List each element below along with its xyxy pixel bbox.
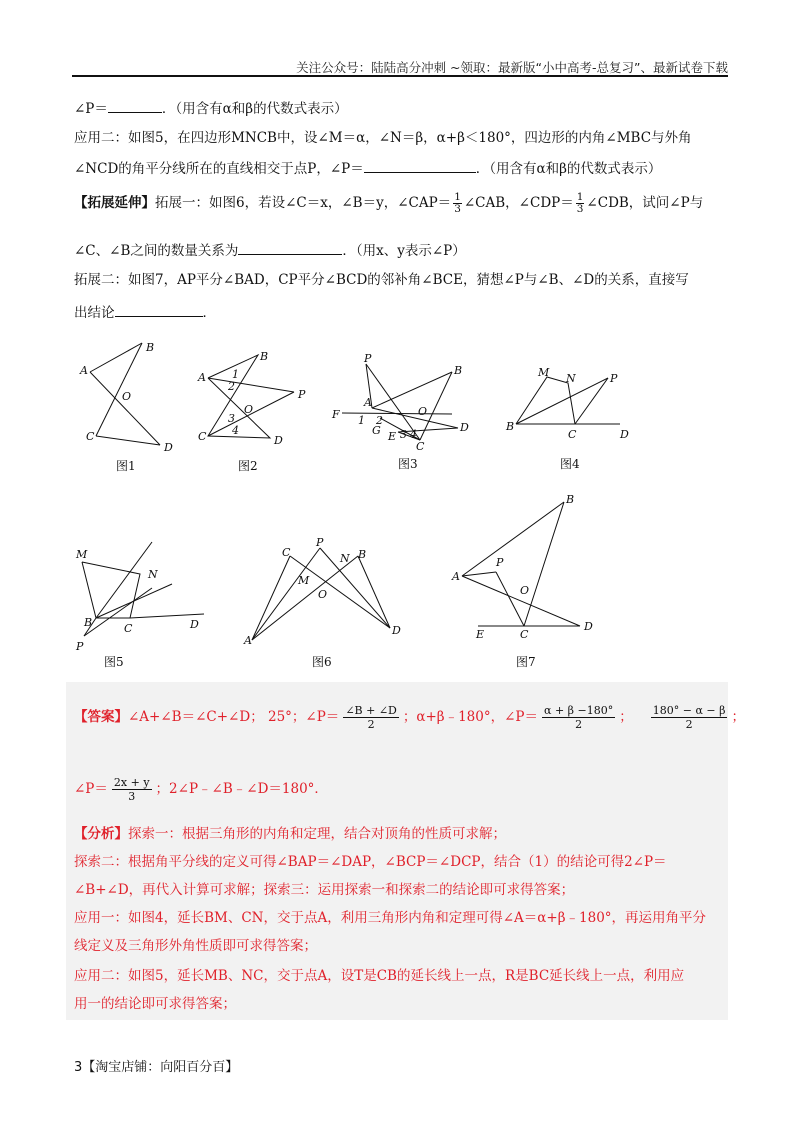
text-line-1: ∠P＝ ．（用含有α和β的代数式表示） — [74, 98, 348, 119]
text-line-5: ∠C、∠B之间的数量关系为 ．（用x、y表示∠P） — [74, 240, 466, 261]
analysis-line-1: 【分析】探索一：根据三角形的内角和定理，结合对顶角的性质可求解； — [74, 826, 506, 842]
point-label: C — [416, 440, 425, 453]
point-label: P — [298, 388, 306, 401]
point-label: D — [584, 620, 593, 633]
fraction: $\frac{\angle B + \angle D}{2}$ — [345, 704, 397, 731]
point-label: M — [76, 548, 88, 561]
analysis-line-4: 应用一：如图4，延长BM、CN，交于点A，利用三角形内角和定理可得∠A＝α+β﹣180°，再运用角平分 — [74, 910, 707, 926]
analysis-line-6: 应用二：如图5，延长MB、NC，交于点A，设T是CB的延长线上一点，R是BC延长线上一点，利用应 — [74, 968, 685, 984]
angle-label: 4 — [232, 424, 239, 437]
point-label: P — [76, 640, 84, 653]
point-label: C — [198, 430, 207, 443]
fraction: $\frac{1}{3}$ — [454, 191, 461, 215]
text-line-2: 应用二：如图5，在四边形MNCB中，设∠M＝α，∠N＝β，α+β＜180°，四边形的内角∠MBC与外角 — [74, 130, 692, 146]
point-label: C — [520, 628, 529, 641]
text-line-4: 【拓展延伸】拓展一：如图6，若设∠C＝x，∠B＝y，∠CAP＝ $\frac{1}{3}$ ∠CAB，∠CDP＝ $\frac{1}{3}$ ∠CDB，试问∠P与 — [74, 191, 704, 215]
angle-label: 2 — [228, 380, 235, 393]
figure-caption: 图3 — [398, 457, 418, 471]
figure-caption: 图1 — [116, 459, 136, 473]
point-label: C — [282, 546, 291, 559]
point-label: D — [392, 624, 401, 637]
point-label: D — [190, 618, 199, 631]
point-label: A — [452, 570, 460, 583]
page-footer: 3【淘宝店铺：向阳百分百】 — [74, 1060, 239, 1075]
point-label: C — [124, 622, 133, 635]
point-label: A — [364, 396, 372, 409]
point-label: D — [164, 441, 173, 454]
angle-label: 1 — [358, 414, 365, 427]
answer-line-1: 【答案】∠A+∠B＝∠C+∠D； 25°；∠P＝ $\frac{\angle B + \angle D}{2}$ ；α+β﹣180°，∠P＝ $\frac{\alpha + \beta -180^\circ}{2}$ ； $\frac{180^\circ - \alpha - \beta}{2}$ ； — [74, 704, 745, 731]
point-label: D — [460, 421, 469, 434]
fraction: $\frac{2x + y}{3}$ — [113, 776, 150, 803]
point-label: B — [260, 350, 269, 363]
fraction: $\frac{\alpha + \beta -180^\circ}{2}$ — [544, 704, 614, 731]
analysis-line-5: 线定义及三角形外角性质即可求得答案； — [74, 938, 317, 954]
page-header: 关注公众号：陆陆高分冲刺 ~领取：最新版“小中高考-总复习”、最新试卷下载 — [296, 60, 728, 75]
analysis-line-7: 用一的结论即可求得答案； — [74, 996, 236, 1012]
point-label: D — [620, 428, 629, 441]
angle-label: 3 — [228, 412, 235, 425]
point-label: N — [566, 372, 576, 385]
point-label: M — [538, 366, 550, 379]
answer-line-2: ∠P＝ $\frac{2x + y}{3}$ ；2∠P﹣∠B﹣∠D＝180°． — [74, 776, 328, 803]
point-label: B — [358, 548, 367, 561]
answer-box — [66, 682, 745, 1020]
point-label: E — [388, 430, 397, 443]
fraction: $\frac{180^\circ - \alpha - \beta}{2}$ — [652, 704, 726, 731]
point-label: O — [244, 403, 254, 416]
angle-label: 3 — [400, 428, 407, 441]
point-label: O — [122, 390, 132, 403]
fraction: $\frac{1}{3}$ — [576, 191, 584, 215]
point-label: B — [506, 420, 515, 433]
angle-label: 2 — [376, 414, 383, 427]
analysis-line-2: 探索二：根据角平分线的定义可得∠BAP＝∠DAP，∠BCP＝∠DCP，结合（1）的结论可得2∠P＝ — [74, 854, 667, 870]
text-line-3: ∠NCD的角平分线所在的直线相交于点P，∠P＝ ．（用含有α和β的代数式表示） — [74, 158, 661, 179]
angle-label: 1 — [232, 368, 239, 381]
point-label: B — [454, 364, 463, 377]
point-label: P — [316, 536, 324, 549]
point-label: B — [84, 616, 93, 629]
point-label: C — [86, 430, 95, 443]
point-label: D — [274, 434, 283, 447]
point-label: G — [372, 424, 381, 437]
text-line-6: 拓展二：如图7，AP平分∠BAD，CP平分∠BCD的邻补角∠BCE，猜想∠P与∠B、∠D的关系，直接写 — [74, 272, 689, 288]
point-label: A — [198, 371, 206, 384]
point-label: N — [340, 552, 350, 565]
point-label: C — [568, 428, 577, 441]
point-label: P — [496, 556, 504, 569]
point-label: A — [80, 364, 88, 377]
point-label: P — [364, 352, 372, 365]
analysis-line-3: ∠B+∠D，再代入计算可求解；探索三：运用探索一和探索二的结论即可求得答案； — [74, 882, 575, 898]
point-label: E — [476, 628, 485, 641]
point-label: B — [566, 493, 575, 506]
figure-caption: 图2 — [238, 459, 258, 473]
figure-caption: 图6 — [312, 655, 332, 669]
angle-label: 4 — [410, 428, 417, 441]
text-line-7: 出结论 ． — [74, 302, 216, 323]
point-label: P — [610, 372, 618, 385]
point-label: N — [148, 568, 158, 581]
point-label: M — [298, 574, 310, 587]
figure-caption: 图7 — [516, 655, 536, 669]
point-label: O — [520, 584, 530, 597]
point-label: F — [332, 408, 340, 421]
figure-caption: 图4 — [560, 457, 580, 471]
point-label: B — [146, 341, 155, 354]
point-label: O — [418, 405, 428, 418]
point-label: A — [244, 634, 252, 647]
figure-caption: 图5 — [104, 655, 124, 669]
point-label: O — [318, 588, 328, 601]
